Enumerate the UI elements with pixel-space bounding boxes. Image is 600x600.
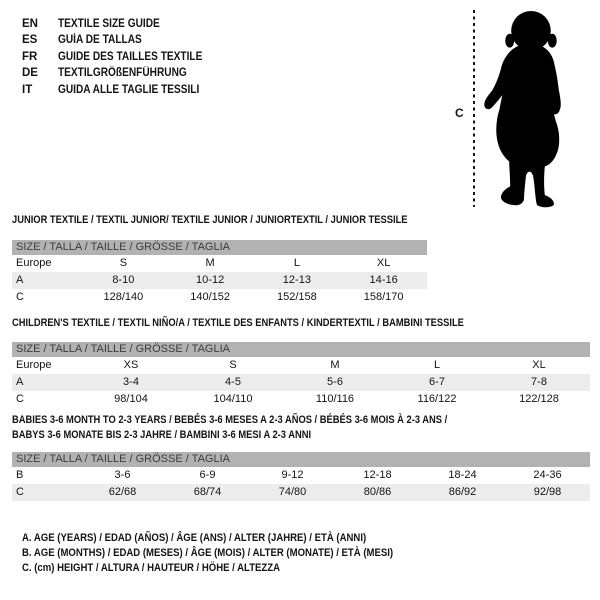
table-body <box>12 467 590 501</box>
table-cell: 10-12 <box>196 274 225 286</box>
table-cell: L <box>433 359 441 371</box>
size-table <box>12 240 427 306</box>
language-label: TEXTILGRÖßENFÜHRUNG <box>58 67 187 80</box>
table-cell: 14-16 <box>369 274 398 286</box>
row-label: C <box>16 393 24 405</box>
section-title <box>12 316 544 331</box>
table-body <box>12 255 427 306</box>
table-cell: S <box>229 359 237 371</box>
table-cell: 8-10 <box>112 274 135 286</box>
language-label: TEXTILE SIZE GUIDE <box>58 18 160 30</box>
table-cell: XL <box>376 257 391 269</box>
size-header-bar: SIZE / TALLA / TAILLE / GRÖSSE / TAGLIA <box>12 452 590 467</box>
language-code: EN <box>22 18 38 30</box>
row-label: A <box>16 376 24 388</box>
row-label: B <box>16 469 24 481</box>
table-row <box>12 289 427 306</box>
table-cell: 4-5 <box>225 376 241 388</box>
table-cell: XS <box>123 359 139 371</box>
language-row <box>22 65 222 81</box>
height-measure-dotted-line <box>473 10 475 207</box>
table-cell: 122/128 <box>519 393 559 405</box>
size-header-bar: SIZE / TALLA / TAILLE / GRÖSSE / TAGLIA <box>12 240 427 255</box>
table-row <box>12 357 590 374</box>
table-row <box>12 255 427 272</box>
legend <box>22 531 449 577</box>
table-cell: 12-18 <box>363 469 392 481</box>
row-label: Europe <box>16 359 52 371</box>
table-cell: 74/80 <box>278 486 307 498</box>
table-cell: 3-4 <box>123 376 139 388</box>
table-row <box>12 484 590 501</box>
table-cell: 9-12 <box>281 469 304 481</box>
table-cell: 3-6 <box>114 469 131 481</box>
language-code: DE <box>22 67 38 80</box>
size-table <box>12 342 590 408</box>
table-cell: 68/74 <box>193 486 222 498</box>
language-code: IT <box>22 83 33 96</box>
table-cell: 86/92 <box>448 486 477 498</box>
language-code: ES <box>22 34 38 47</box>
table-cell: 152/158 <box>276 291 317 303</box>
toddler-silhouette-icon <box>481 10 576 208</box>
legend-line: C. (cm) HEIGHT / ALTURA / HAUTEUR / HÖHE / ALTEZZA <box>22 562 281 575</box>
table-cell: 98/104 <box>114 393 148 405</box>
table-cell: 6-9 <box>199 469 216 481</box>
size-table <box>12 452 590 501</box>
table-cell: M <box>205 257 215 269</box>
table-cell: XL <box>532 359 546 371</box>
language-header <box>22 16 222 98</box>
language-label: GUIDE DES TAILLES TEXTILE <box>58 50 203 63</box>
section-title <box>12 413 524 442</box>
legend-line: A. AGE (YEARS) / EDAD (AÑOS) / ÂGE (ANS) / ALTER (JAHRE) / ETÀ (ANNI) <box>22 532 367 544</box>
table-row <box>12 467 590 484</box>
table-cell: 62/68 <box>108 486 137 498</box>
size-header-bar: SIZE / TALLA / TAILLE / GRÖSSE / TAGLIA <box>12 342 590 357</box>
table-row <box>12 374 590 391</box>
table-cell: 104/110 <box>213 393 253 405</box>
table-cell: 116/122 <box>417 393 457 405</box>
table-body <box>12 357 590 408</box>
table-cell: 7-8 <box>531 376 547 388</box>
language-row <box>22 16 222 32</box>
table-cell: 92/98 <box>533 486 562 498</box>
legend-line: B. AGE (MONTHS) / EDAD (MESES) / ÂGE (MOIS) / ALTER (MONATE) / ETÀ (MESI) <box>22 547 394 560</box>
row-label: A <box>16 274 24 286</box>
table-row <box>12 391 590 408</box>
section-title-line: CHILDREN'S TEXTILE / TEXTIL NIÑO/A / TEXTILE DES ENFANTS / KINDERTEXTIL / BAMBINI TESSILE <box>12 317 464 329</box>
section-title-line: BABIES 3-6 MONTH TO 2-3 YEARS / BEBÉS 3-6 MESES A 2-3 AÑOS / BÉBÉS 3-6 MOIS À 2-3 ANS / <box>12 414 448 426</box>
row-label: C <box>16 291 24 303</box>
table-cell: 110/116 <box>315 393 355 405</box>
language-row <box>22 32 222 48</box>
language-row <box>22 82 222 98</box>
height-measure-label: C <box>455 106 464 120</box>
row-label: C <box>16 486 24 498</box>
section-title-line: BABYS 3-6 MONATE BIS 2-3 JAHRE / BAMBINI 3-6 MESI A 2-3 ANNI <box>12 428 312 441</box>
table-cell: 140/152 <box>190 291 230 303</box>
section-title <box>12 213 477 228</box>
row-label: Europe <box>16 257 52 269</box>
table-cell: M <box>330 359 340 371</box>
table-cell: 158/170 <box>363 291 404 303</box>
table-row <box>12 272 427 289</box>
language-label: GUIDA ALLE TAGLIE TESSILI <box>58 83 200 96</box>
table-cell: 6-7 <box>429 376 445 388</box>
language-row <box>22 49 222 65</box>
table-cell: L <box>293 257 300 269</box>
table-cell: 12-13 <box>282 274 311 286</box>
table-cell: 24-36 <box>533 469 562 481</box>
table-cell: 80/86 <box>363 486 392 498</box>
table-cell: 5-6 <box>327 376 343 388</box>
language-code: FR <box>22 50 38 63</box>
section-title-line: JUNIOR TEXTILE / TEXTIL JUNIOR/ TEXTILE JUNIOR / JUNIORTEXTIL / JUNIOR TESSILE <box>12 214 408 226</box>
table-cell: 18-24 <box>448 469 477 481</box>
language-label: GUÍA DE TALLAS <box>58 34 142 47</box>
table-cell: S <box>119 257 128 269</box>
table-cell: 128/140 <box>103 291 144 303</box>
